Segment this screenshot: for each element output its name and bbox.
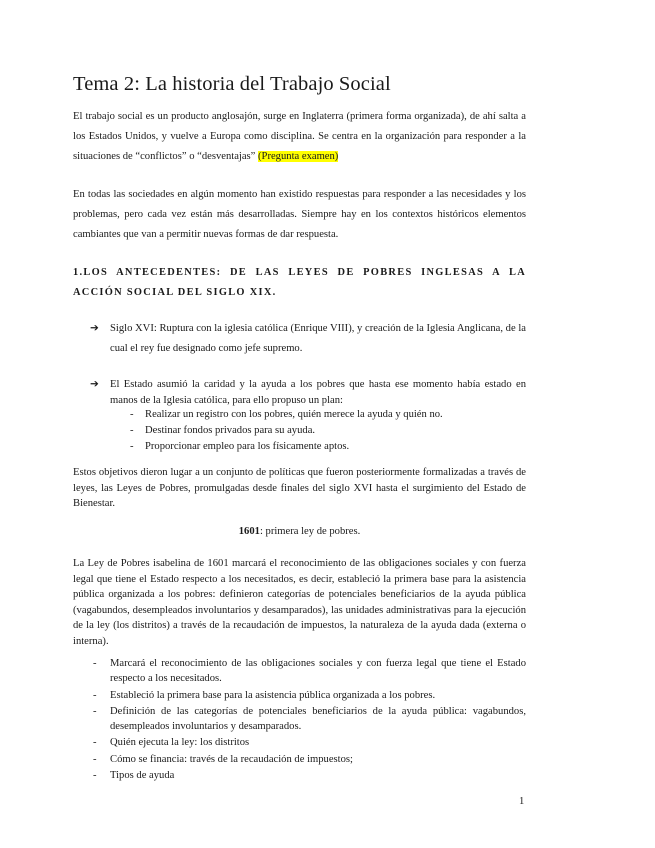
list-item [93, 688, 526, 703]
dash-bullet: - [93, 770, 97, 782]
year-heading [73, 526, 526, 537]
policies-paragraph: Estos objetivos dieron lugar a un conjunto de políticas que fueron posteriormente formalizadas a través de leyes, las Leyes de Pobres, promulgadas desde finales del siglo XVI hasta el surgimiento del Estado de Bienestar. [73, 467, 526, 509]
list-item [93, 704, 526, 735]
intro-paragraph [73, 107, 526, 167]
section-heading-title: : DE LAS LEYES DE POBRES INGLESAS A LA ACCIÓN SOCIAL DEL SIGLO XIX [73, 267, 527, 298]
list-item [93, 656, 526, 687]
list-item [93, 752, 526, 767]
plan-item-text: Destinar fondos privados para su ayuda. [145, 425, 316, 436]
dash-bullet: - [93, 658, 97, 669]
year-description: : primera ley de pobres. [259, 526, 361, 537]
exam-highlight: (Pregunta examen) [258, 151, 339, 162]
summary-item-text: Tipos de ayuda [110, 770, 175, 782]
list-item [130, 439, 443, 455]
dash-bullet: - [93, 705, 97, 717]
summary-item-text: Cómo se financia: través de la recaudación de impuestos; [110, 753, 353, 765]
dash-bullet: - [93, 753, 97, 765]
year-label: 1601 [238, 526, 260, 537]
list-item [130, 423, 443, 439]
section-heading-end: . [272, 287, 277, 298]
summary-list [93, 656, 526, 784]
list-item [130, 407, 443, 423]
section-heading-number: 1.LOS ANTECEDENTES [73, 267, 217, 278]
summary-item-text: Quién ejecuta la ley: los distritos [110, 737, 250, 749]
dash-bullet: - [93, 737, 97, 749]
arrow-list-item [90, 377, 526, 408]
intro-text: El trabajo social es un producto anglosajón, surge en Inglaterra (primera forma organizada), de ahí salta a los Estados Unidos, y vuelve a Europa como disciplina. Se centra en la organización para responder a la situaciones de “conflictos” o “desventajas” [73, 111, 526, 162]
dash-bullet: - [130, 409, 134, 420]
dash-bullet: - [130, 425, 134, 436]
context-paragraph: En todas las sociedades en algún momento han existido respuestas para responder a las necesidades y los problemas, pero cada vez están más desarrolladas. Siempre hay en los contextos históricos elementos cambiantes que van a permitir nuevas formas de dar respuesta. [73, 189, 526, 240]
dash-bullet: - [130, 441, 134, 452]
arrow-item-text: El Estado asumió la caridad y la ayuda a los pobres que hasta ese momento había estado en manos de la Iglesia católica, para ello propuso un plan: [110, 379, 526, 406]
arrow-list-item [90, 319, 526, 359]
summary-item-text: Definición de las categorías de potenciales beneficiarios de la ayuda pública: vagabundos, desempleados involuntarios y desamparados. [110, 705, 526, 733]
page-title: Tema 2: La historia del Trabajo Social [73, 73, 391, 95]
dash-bullet: - [93, 689, 97, 701]
plan-list [130, 407, 443, 455]
list-item [93, 735, 526, 750]
list-item [93, 768, 526, 783]
arrow-item-text: Siglo XVI: Ruptura con la iglesia católica (Enrique VIII), y creación de la Iglesia Anglicana, de la cual el rey fue designado como jefe supremo. [110, 323, 526, 354]
summary-item-text: Marcará el reconocimiento de las obligaciones sociales y con fuerza legal que tiene el Estado respecto a los necesitados. [110, 658, 526, 685]
plan-item-text: Proporcionar empleo para los físicamente aptos. [145, 441, 350, 452]
poor-law-paragraph: La Ley de Pobres isabelina de 1601 marcará el reconocimiento de las obligaciones sociales y con fuerza legal que tiene el Estado respecto a los necesitados, es decir, estableció la primera base para la asistencia pública organizada a los pobres: definieron categorías de potenciales beneficiarios de la ayuda pública (vagabundos, desempleados involuntarios y desamparados), las unidades administrativas para la ejecución de la ley (los distritos) a través de la recaudación de impuestos, la naturaleza de la ayuda dada (externa o interna). [73, 558, 526, 647]
arrow-bullet-icon: ➔ [90, 323, 99, 334]
page-number: 1 [519, 796, 525, 807]
plan-item-text: Realizar un registro con los pobres, quién merece la ayuda y quién no. [145, 409, 443, 420]
arrow-bullet-icon: ➔ [90, 379, 99, 390]
summary-item-text: Estableció la primera base para la asistencia pública organizada a los pobres. [110, 689, 436, 701]
section-heading [73, 263, 526, 303]
